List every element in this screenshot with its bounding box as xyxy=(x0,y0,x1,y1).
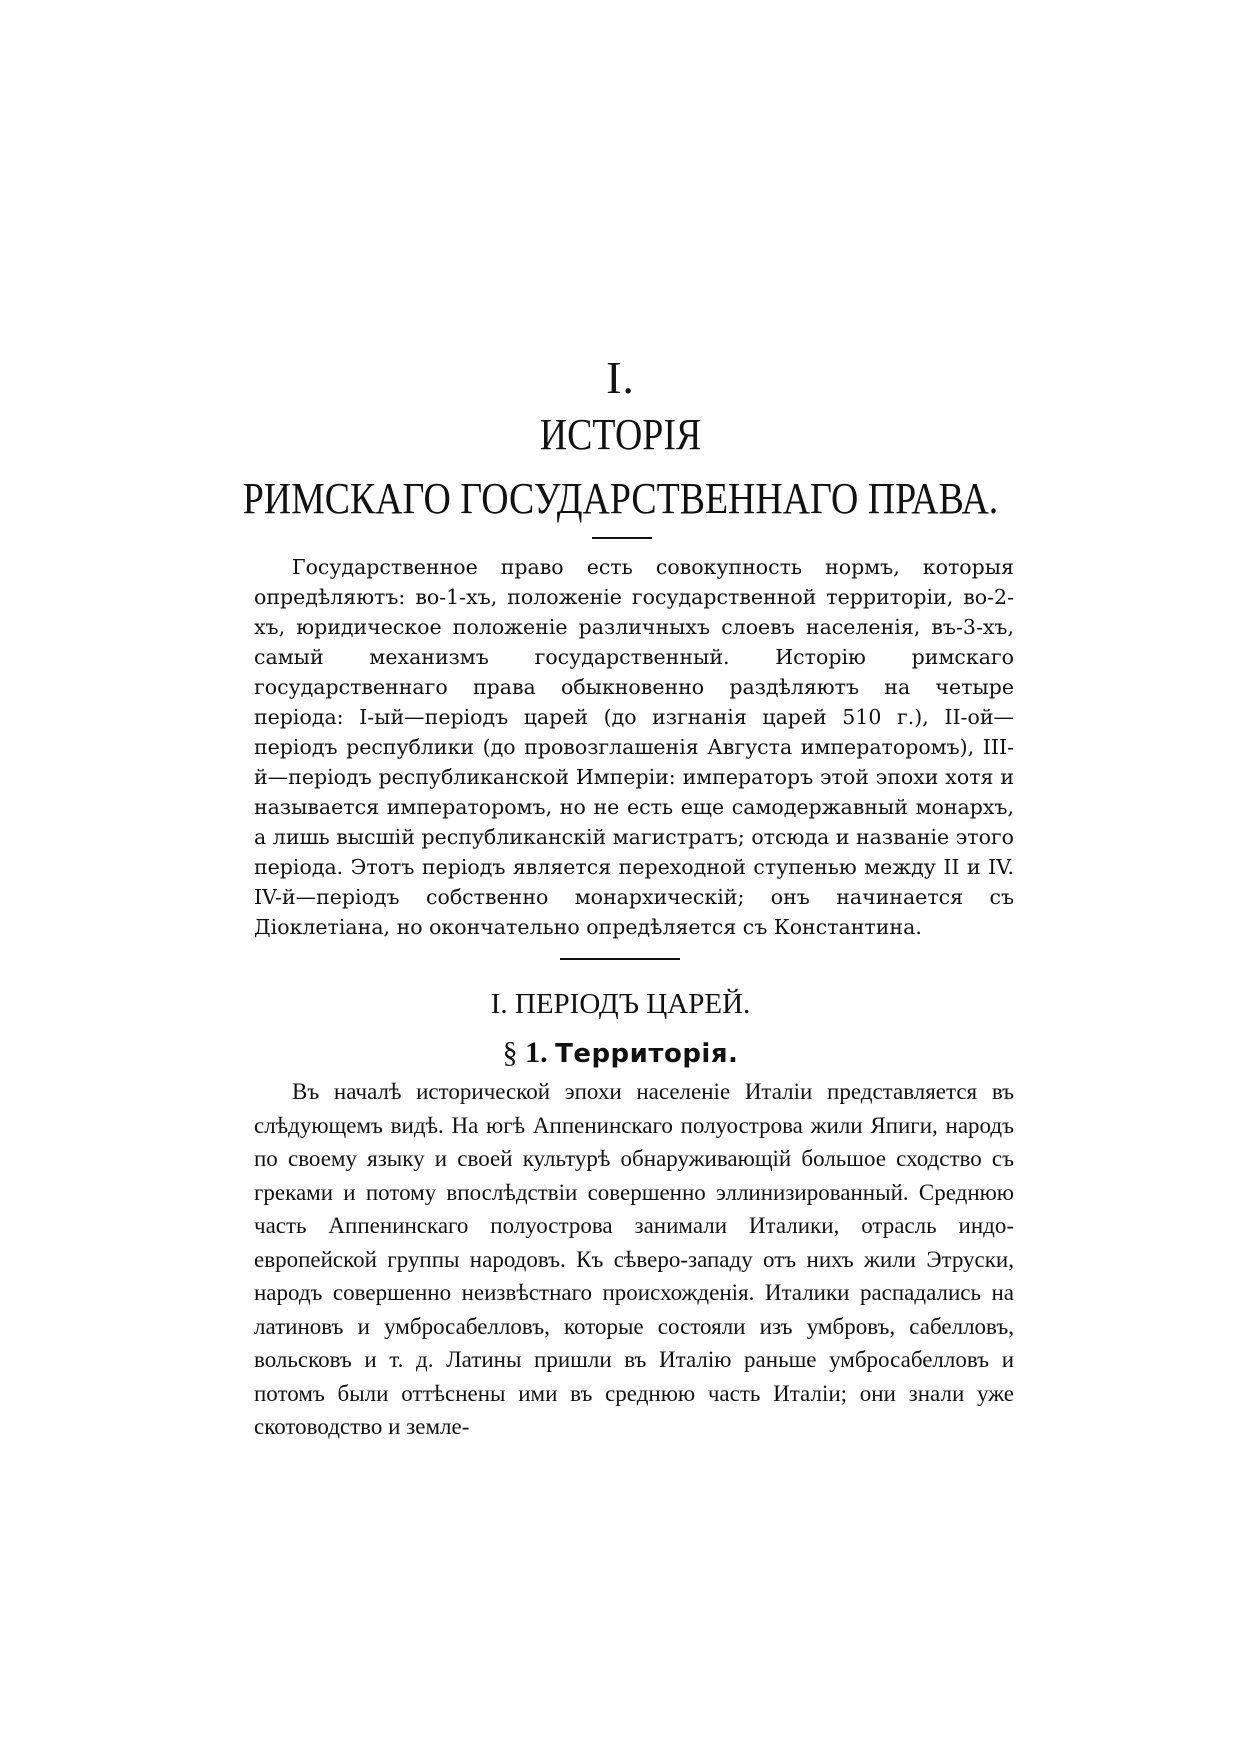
paragraph-heading xyxy=(0,1038,1241,1068)
section-divider xyxy=(560,958,680,960)
paragraph-sign: § xyxy=(502,1036,518,1069)
chapter-number: I. xyxy=(606,352,635,403)
body-paragraph: Въ началѣ исторической эпохи населеніе Италіи представляется въ слѣдующемъ видѣ. На югѣ Аппенинскаго полуострова жили Япиги, народъ по своему языку и своей культурѣ обнаруживающій большое сходство съ греками и потому впослѣдствіи совершенно эллинизированный. Среднюю часть Аппенинскаго полуострова занимали Италики, отрасль индо-европейской группы народовъ. Къ сѣверо-западу отъ нихъ жили Этруски, народъ совершенно неизвѣстнаго происхожденія. Италики распадались на латиновъ и умбросабелловъ, которые состояли изъ умбровъ, сабелловъ, вольсковъ и т. д. Латины пришли въ Италію раньше умбросабелловъ и потомъ были оттѣснены ими въ среднюю часть Италіи; они знали уже скотоводство и земле- xyxy=(254,1079,1014,1439)
section-title: I. ПЕРІОДЪ ЦАРЕЙ. xyxy=(490,988,751,1020)
paragraph-number: 1. xyxy=(525,1036,548,1069)
paragraph-title: Территорія. xyxy=(555,1039,739,1069)
chapter-title-line-1: ИСТОРІЯ xyxy=(539,410,702,459)
intro-paragraph: Государственное право есть совокупность нормъ, которыя опредѣляютъ: во-1-хъ, положеніе государственной территоріи, во-2-хъ, юридическое положеніе различныхъ слоевъ населенія, въ-3-хъ, самый механизмъ государственный. Исторію римскаго государственнаго права обыкновенно раздѣляютъ на четыре періода: I-ый—періодъ царей (до изгнанія царей 510 г.), II-ой—періодъ республики (до провозглашенія Августа императоромъ), III-й—періодъ республиканской Имперіи: императоръ этой эпохи хотя и называется императоромъ, но не есть еще самодержавный монархъ, а лишь высшій республиканскій магистратъ; отсюда и названіе этого періода. Этотъ періодъ является переходной ступенью между II и IV. IV-й—періодъ собственно монархическій; онъ начинается съ Діоклетіана, но окончательно опредѣляется съ Константина. xyxy=(254,555,1014,939)
chapter-title-line-2: РИМСКАГО ГОСУДАРСТВЕННАГО ПРАВА. xyxy=(242,474,999,523)
title-divider xyxy=(592,537,652,539)
